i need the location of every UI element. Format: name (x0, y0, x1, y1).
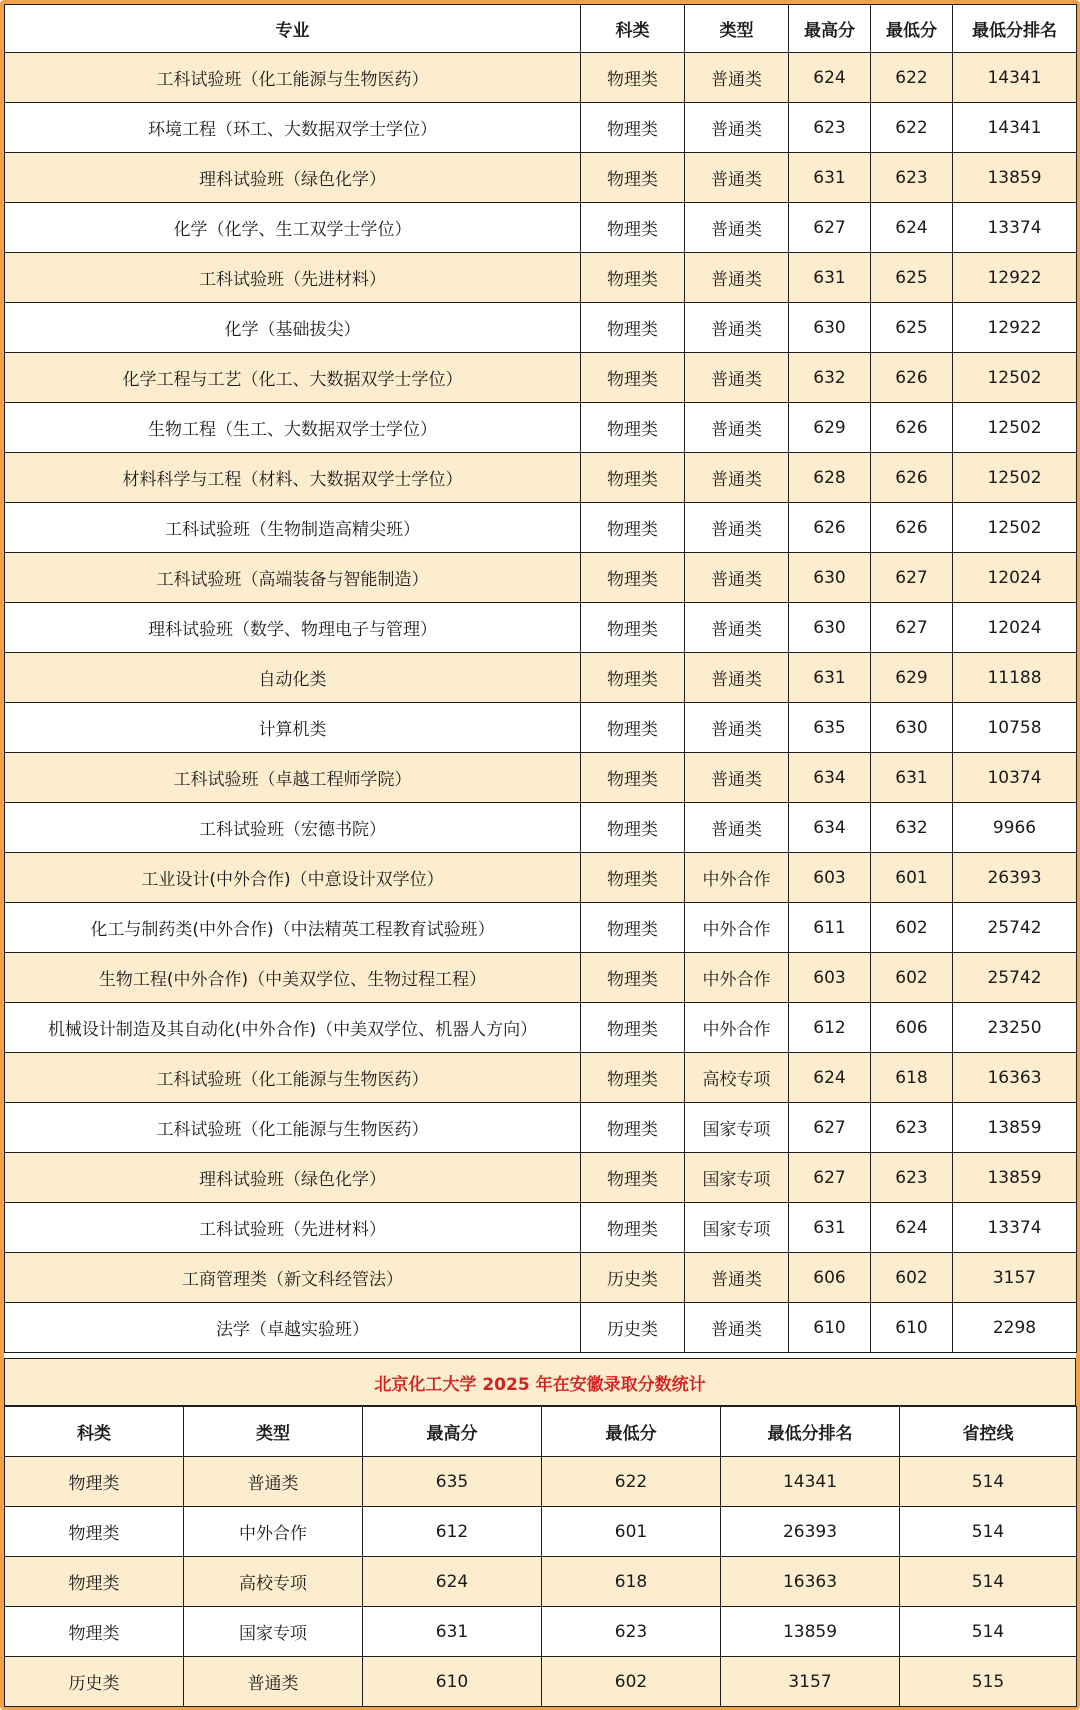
cell-min-score: 623 (871, 153, 953, 203)
summary-header-row (5, 1407, 1077, 1457)
cell-type: 国家专项 (685, 1203, 789, 1253)
cell-min-rank: 12502 (953, 403, 1077, 453)
cell-type: 普通类 (685, 553, 789, 603)
cell-min-score: 624 (871, 203, 953, 253)
cell-max-score: 624 (363, 1557, 542, 1607)
cell-min-score: 602 (871, 903, 953, 953)
cell-type: 普通类 (685, 603, 789, 653)
cell-min-score: 601 (542, 1507, 721, 1557)
cell-major: 自动化类 (5, 653, 581, 703)
table-row (5, 653, 1077, 703)
cell-max-score: 632 (789, 353, 871, 403)
cell-major: 工科试验班（生物制造高精尖班） (5, 503, 581, 553)
cell-type: 普通类 (685, 353, 789, 403)
cell-min-rank: 16363 (721, 1557, 900, 1607)
cell-min-score: 606 (871, 1003, 953, 1053)
cell-subject: 物理类 (581, 1203, 685, 1253)
cell-major: 化学（化学、生工双学士学位） (5, 203, 581, 253)
cell-min-score: 602 (871, 1253, 953, 1303)
cell-min-score: 610 (871, 1303, 953, 1353)
cell-control-line: 514 (900, 1557, 1077, 1607)
cell-max-score: 610 (789, 1303, 871, 1353)
cell-type: 普通类 (685, 1253, 789, 1303)
cell-major: 工科试验班（卓越工程师学院） (5, 753, 581, 803)
cell-max-score: 627 (789, 1153, 871, 1203)
cell-min-rank: 12922 (953, 253, 1077, 303)
cell-min-score: 630 (871, 703, 953, 753)
cell-min-rank: 13374 (953, 203, 1077, 253)
cell-min-rank: 16363 (953, 1053, 1077, 1103)
cell-type: 普通类 (685, 753, 789, 803)
cell-subject: 物理类 (581, 203, 685, 253)
cell-major: 环境工程（环工、大数据双学士学位） (5, 103, 581, 153)
cell-type: 国家专项 (184, 1607, 363, 1657)
cell-subject: 历史类 (5, 1657, 184, 1707)
cell-subject: 历史类 (581, 1253, 685, 1303)
cell-type: 普通类 (685, 53, 789, 103)
cell-subject: 物理类 (581, 803, 685, 853)
cell-max-score: 630 (789, 303, 871, 353)
cell-type: 中外合作 (184, 1507, 363, 1557)
cell-subject: 物理类 (5, 1607, 184, 1657)
cell-min-rank: 3157 (953, 1253, 1077, 1303)
cell-min-score: 626 (871, 353, 953, 403)
table-row (5, 1103, 1077, 1153)
cell-control-line: 514 (900, 1607, 1077, 1657)
table-row (5, 1003, 1077, 1053)
cell-min-rank: 13859 (953, 1103, 1077, 1153)
cell-min-rank: 12502 (953, 353, 1077, 403)
cell-type: 高校专项 (184, 1557, 363, 1607)
cell-max-score: 627 (789, 203, 871, 253)
cell-major: 工科试验班（先进材料） (5, 253, 581, 303)
table-row (5, 853, 1077, 903)
summary-header-min-score: 最低分 (542, 1407, 721, 1457)
table-row (5, 403, 1077, 453)
cell-major: 理科试验班（绿色化学） (5, 1153, 581, 1203)
cell-max-score: 603 (789, 853, 871, 903)
cell-min-score: 602 (871, 953, 953, 1003)
cell-max-score: 612 (363, 1507, 542, 1557)
table-row (5, 553, 1077, 603)
cell-control-line: 515 (900, 1657, 1077, 1707)
cell-min-score: 601 (871, 853, 953, 903)
cell-max-score: 627 (789, 1103, 871, 1153)
table-row (5, 453, 1077, 503)
cell-min-score: 622 (871, 53, 953, 103)
cell-max-score: 635 (363, 1457, 542, 1507)
cell-subject: 物理类 (581, 853, 685, 903)
cell-min-score: 626 (871, 453, 953, 503)
cell-max-score: 624 (789, 53, 871, 103)
cell-max-score: 631 (363, 1607, 542, 1657)
cell-min-rank: 25742 (953, 953, 1077, 1003)
cell-major: 工科试验班（宏德书院） (5, 803, 581, 853)
cell-major: 生物工程（生工、大数据双学士学位） (5, 403, 581, 453)
cell-min-rank: 14341 (953, 53, 1077, 103)
cell-min-rank: 12024 (953, 603, 1077, 653)
cell-subject: 物理类 (581, 1153, 685, 1203)
cell-min-score: 625 (871, 303, 953, 353)
cell-type: 普通类 (685, 303, 789, 353)
cell-subject: 物理类 (581, 953, 685, 1003)
cell-min-rank: 26393 (721, 1507, 900, 1557)
cell-subject: 物理类 (581, 653, 685, 703)
table-row (5, 1153, 1077, 1203)
cell-major: 工科试验班（化工能源与生物医药） (5, 1103, 581, 1153)
cell-min-score: 627 (871, 553, 953, 603)
table-row (5, 803, 1077, 853)
header-subject: 科类 (581, 5, 685, 53)
cell-subject: 物理类 (581, 553, 685, 603)
cell-max-score: 628 (789, 453, 871, 503)
cell-major: 工科试验班（化工能源与生物医药） (5, 1053, 581, 1103)
cell-min-rank: 10758 (953, 703, 1077, 753)
cell-subject: 物理类 (581, 103, 685, 153)
cell-subject: 物理类 (581, 353, 685, 403)
cell-type: 高校专项 (685, 1053, 789, 1103)
cell-min-score: 631 (871, 753, 953, 803)
cell-type: 中外合作 (685, 903, 789, 953)
cell-major: 工科试验班（高端装备与智能制造） (5, 553, 581, 603)
cell-min-score: 624 (871, 1203, 953, 1253)
major-score-table (4, 4, 1077, 1353)
cell-type: 普通类 (685, 103, 789, 153)
cell-min-score: 632 (871, 803, 953, 853)
summary-header-min-rank: 最低分排名 (721, 1407, 900, 1457)
table-row (5, 1203, 1077, 1253)
table-header-row (5, 5, 1077, 53)
cell-min-rank: 12502 (953, 503, 1077, 553)
header-min-score: 最低分 (871, 5, 953, 53)
table-row (5, 253, 1077, 303)
cell-major: 工业设计(中外合作)（中意设计双学位） (5, 853, 581, 903)
cell-major: 化学工程与工艺（化工、大数据双学士学位） (5, 353, 581, 403)
table-row (5, 703, 1077, 753)
cell-type: 国家专项 (685, 1153, 789, 1203)
cell-major: 法学（卓越实验班） (5, 1303, 581, 1353)
cell-subject: 物理类 (581, 703, 685, 753)
cell-major: 工科试验班（先进材料） (5, 1203, 581, 1253)
cell-min-rank: 13859 (953, 1153, 1077, 1203)
cell-major: 材料科学与工程（材料、大数据双学士学位） (5, 453, 581, 503)
cell-major: 理科试验班（数学、物理电子与管理） (5, 603, 581, 653)
cell-subject: 物理类 (581, 303, 685, 353)
cell-subject: 物理类 (5, 1507, 184, 1557)
table-row (5, 903, 1077, 953)
summary-score-table (4, 1406, 1077, 1707)
cell-max-score: 606 (789, 1253, 871, 1303)
table-row (5, 503, 1077, 553)
cell-min-rank: 3157 (721, 1657, 900, 1707)
cell-type: 普通类 (685, 653, 789, 703)
cell-subject: 物理类 (5, 1457, 184, 1507)
header-max-score: 最高分 (789, 5, 871, 53)
cell-type: 普通类 (685, 253, 789, 303)
cell-max-score: 631 (789, 253, 871, 303)
cell-major: 理科试验班（绿色化学） (5, 153, 581, 203)
cell-type: 普通类 (685, 203, 789, 253)
table-row (5, 153, 1077, 203)
cell-subject: 物理类 (581, 753, 685, 803)
summary-title: 北京化工大学 2025 年在安徽录取分数统计 (4, 1358, 1076, 1406)
cell-control-line: 514 (900, 1457, 1077, 1507)
table-row (5, 753, 1077, 803)
cell-min-score: 629 (871, 653, 953, 703)
cell-max-score: 631 (789, 153, 871, 203)
cell-min-score: 626 (871, 503, 953, 553)
summary-header-subject: 科类 (5, 1407, 184, 1457)
cell-max-score: 612 (789, 1003, 871, 1053)
cell-max-score: 610 (363, 1657, 542, 1707)
cell-max-score: 634 (789, 753, 871, 803)
cell-min-score: 622 (871, 103, 953, 153)
cell-max-score: 631 (789, 653, 871, 703)
cell-min-rank: 23250 (953, 1003, 1077, 1053)
cell-min-rank: 25742 (953, 903, 1077, 953)
cell-max-score: 631 (789, 1203, 871, 1253)
table-body (5, 53, 1077, 1353)
cell-min-rank: 11188 (953, 653, 1077, 703)
cell-min-score: 618 (871, 1053, 953, 1103)
cell-min-rank: 2298 (953, 1303, 1077, 1353)
cell-min-rank: 14341 (721, 1457, 900, 1507)
cell-min-score: 623 (871, 1153, 953, 1203)
cell-min-score: 625 (871, 253, 953, 303)
cell-max-score: 624 (789, 1053, 871, 1103)
cell-min-rank: 10374 (953, 753, 1077, 803)
cell-max-score: 634 (789, 803, 871, 853)
summary-body (5, 1457, 1077, 1707)
cell-type: 中外合作 (685, 853, 789, 903)
cell-type: 普通类 (685, 503, 789, 553)
cell-max-score: 603 (789, 953, 871, 1003)
cell-type: 普通类 (685, 403, 789, 453)
summary-header-max-score: 最高分 (363, 1407, 542, 1457)
cell-major: 机械设计制造及其自动化(中外合作)（中美双学位、机器人方向） (5, 1003, 581, 1053)
cell-subject: 物理类 (581, 903, 685, 953)
cell-major: 计算机类 (5, 703, 581, 753)
cell-min-score: 627 (871, 603, 953, 653)
cell-type: 普通类 (685, 153, 789, 203)
cell-max-score: 611 (789, 903, 871, 953)
table-row (5, 1507, 1077, 1557)
cell-major: 化学（基础拔尖） (5, 303, 581, 353)
cell-max-score: 626 (789, 503, 871, 553)
cell-subject: 历史类 (581, 1303, 685, 1353)
cell-subject: 物理类 (581, 1103, 685, 1153)
cell-min-rank: 13859 (721, 1607, 900, 1657)
table-row (5, 203, 1077, 253)
table-row (5, 1457, 1077, 1507)
table-row (5, 1053, 1077, 1103)
cell-min-rank: 12024 (953, 553, 1077, 603)
cell-max-score: 630 (789, 553, 871, 603)
cell-min-score: 623 (871, 1103, 953, 1153)
cell-max-score: 629 (789, 403, 871, 453)
table-row (5, 1303, 1077, 1353)
table-row (5, 1657, 1077, 1707)
table-row (5, 1253, 1077, 1303)
cell-type: 中外合作 (685, 1003, 789, 1053)
summary-header-type: 类型 (184, 1407, 363, 1457)
cell-min-score: 623 (542, 1607, 721, 1657)
cell-major: 工科试验班（化工能源与生物医药） (5, 53, 581, 103)
cell-min-rank: 12502 (953, 453, 1077, 503)
cell-subject: 物理类 (581, 503, 685, 553)
cell-min-rank: 9966 (953, 803, 1077, 853)
cell-major: 工商管理类（新文科经管法） (5, 1253, 581, 1303)
cell-type: 普通类 (184, 1657, 363, 1707)
cell-min-rank: 26393 (953, 853, 1077, 903)
cell-subject: 物理类 (581, 153, 685, 203)
cell-min-score: 618 (542, 1557, 721, 1607)
cell-subject: 物理类 (581, 603, 685, 653)
cell-type: 普通类 (685, 1303, 789, 1353)
cell-min-score: 626 (871, 403, 953, 453)
cell-type: 普通类 (184, 1457, 363, 1507)
table-row (5, 953, 1077, 1003)
cell-min-score: 602 (542, 1657, 721, 1707)
cell-major: 生物工程(中外合作)（中美双学位、生物过程工程） (5, 953, 581, 1003)
header-major: 专业 (5, 5, 581, 53)
summary-header-control-line: 省控线 (900, 1407, 1077, 1457)
cell-type: 中外合作 (685, 953, 789, 1003)
table-row (5, 103, 1077, 153)
cell-subject: 物理类 (581, 453, 685, 503)
table-row (5, 1607, 1077, 1657)
cell-min-rank: 13374 (953, 1203, 1077, 1253)
cell-type: 普通类 (685, 703, 789, 753)
cell-type: 普通类 (685, 453, 789, 503)
cell-subject: 物理类 (581, 403, 685, 453)
table-row (5, 353, 1077, 403)
cell-min-rank: 14341 (953, 103, 1077, 153)
cell-control-line: 514 (900, 1507, 1077, 1557)
cell-max-score: 635 (789, 703, 871, 753)
cell-subject: 物理类 (581, 1003, 685, 1053)
cell-type: 普通类 (685, 803, 789, 853)
table-row (5, 303, 1077, 353)
cell-max-score: 623 (789, 103, 871, 153)
cell-type: 国家专项 (685, 1103, 789, 1153)
cell-min-score: 622 (542, 1457, 721, 1507)
header-min-rank: 最低分排名 (953, 5, 1077, 53)
cell-min-rank: 12922 (953, 303, 1077, 353)
header-type: 类型 (685, 5, 789, 53)
cell-subject: 物理类 (581, 253, 685, 303)
cell-max-score: 630 (789, 603, 871, 653)
table-row (5, 1557, 1077, 1607)
table-row (5, 603, 1077, 653)
cell-min-rank: 13859 (953, 153, 1077, 203)
cell-major: 化工与制药类(中外合作)（中法精英工程教育试验班） (5, 903, 581, 953)
cell-subject: 物理类 (581, 53, 685, 103)
table-row (5, 53, 1077, 103)
cell-subject: 物理类 (581, 1053, 685, 1103)
cell-subject: 物理类 (5, 1557, 184, 1607)
